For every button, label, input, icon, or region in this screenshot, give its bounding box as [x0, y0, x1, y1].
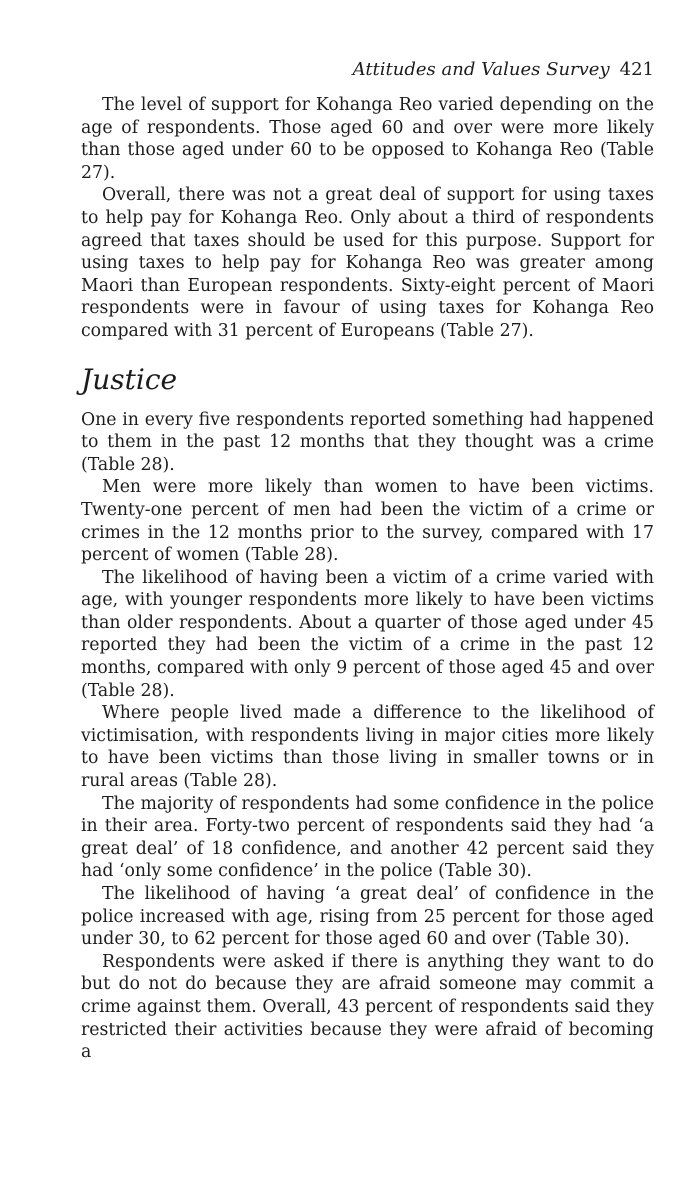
paragraph-crime-victims: One in every five respondents reported something had happened to them in the past 12 months that they thought was a crime (Table 28). [81, 409, 654, 475]
paragraph-kohanga-taxes: Overall, there was not a great deal of support for using taxes to help pay for Kohanga Reo. Only about a third of respondents agreed that taxes should be used for this purpose. Support for using taxes to help pay for Kohanga Reo was greater among Maori than European respondents. Sixty-eight percent of Maori respondents were in favour of using taxes for Kohanga Reo compared with 31 percent of Europeans (Table 27). [81, 185, 654, 341]
running-header [81, 58, 654, 86]
running-title: Attitudes and Values Survey [352, 59, 610, 80]
paragraph-victim-age: The likelihood of having been a victim of a crime varied with age, with younger respondents more likely to have been victims than older respondents. About a quarter of those aged under 45 reported they had been the victim of a crime in the past 12 months, compared with only 9 percent of those aged 45 and over (Table 28). [81, 567, 654, 701]
paragraph-men-women-victims: Men were more likely than women to have been victims. Twenty-one percent of men had been the victim of a crime or crimes in the 12 months prior to the survey, compared with 17 percent of women (Table 28). [81, 477, 654, 566]
paragraph-fear-of-crime: Respondents were asked if there is anything they want to do but do not do because they are afraid someone may commit a crime against them. Overall, 43 percent of respondents said they restricted their activities because they were afraid of becoming a [81, 951, 654, 1063]
paragraph-police-confidence-age: The likelihood of having ‘a great deal’ of confidence in the police increased with age, rising from 25 percent for those aged under 30, to 62 percent for those aged 60 and over (Table 30). [81, 884, 654, 950]
document-page [81, 58, 654, 1064]
paragraph-victim-location: Where people lived made a difference to the likelihood of victimisation, with respondents living in major cities more likely to have been victims than those living in smaller towns or in rural areas (Table 28). [81, 703, 654, 792]
page-number: 421 [619, 59, 654, 80]
section-heading-justice: Justice [81, 362, 178, 396]
paragraph-police-confidence: The majority of respondents had some confidence in the police in their area. Forty-two percent of respondents said they had ‘a great deal’ of 18 confidence, and another 42 percent said they had ‘only some confidence’ in the police (Table 30). [81, 793, 654, 882]
paragraph-kohanga-support-age: The level of support for Kohanga Reo varied depending on the age of respondents. Those aged 60 and over were more likely than those aged under 60 to be opposed to Kohanga Reo (Table 27). [81, 95, 654, 183]
